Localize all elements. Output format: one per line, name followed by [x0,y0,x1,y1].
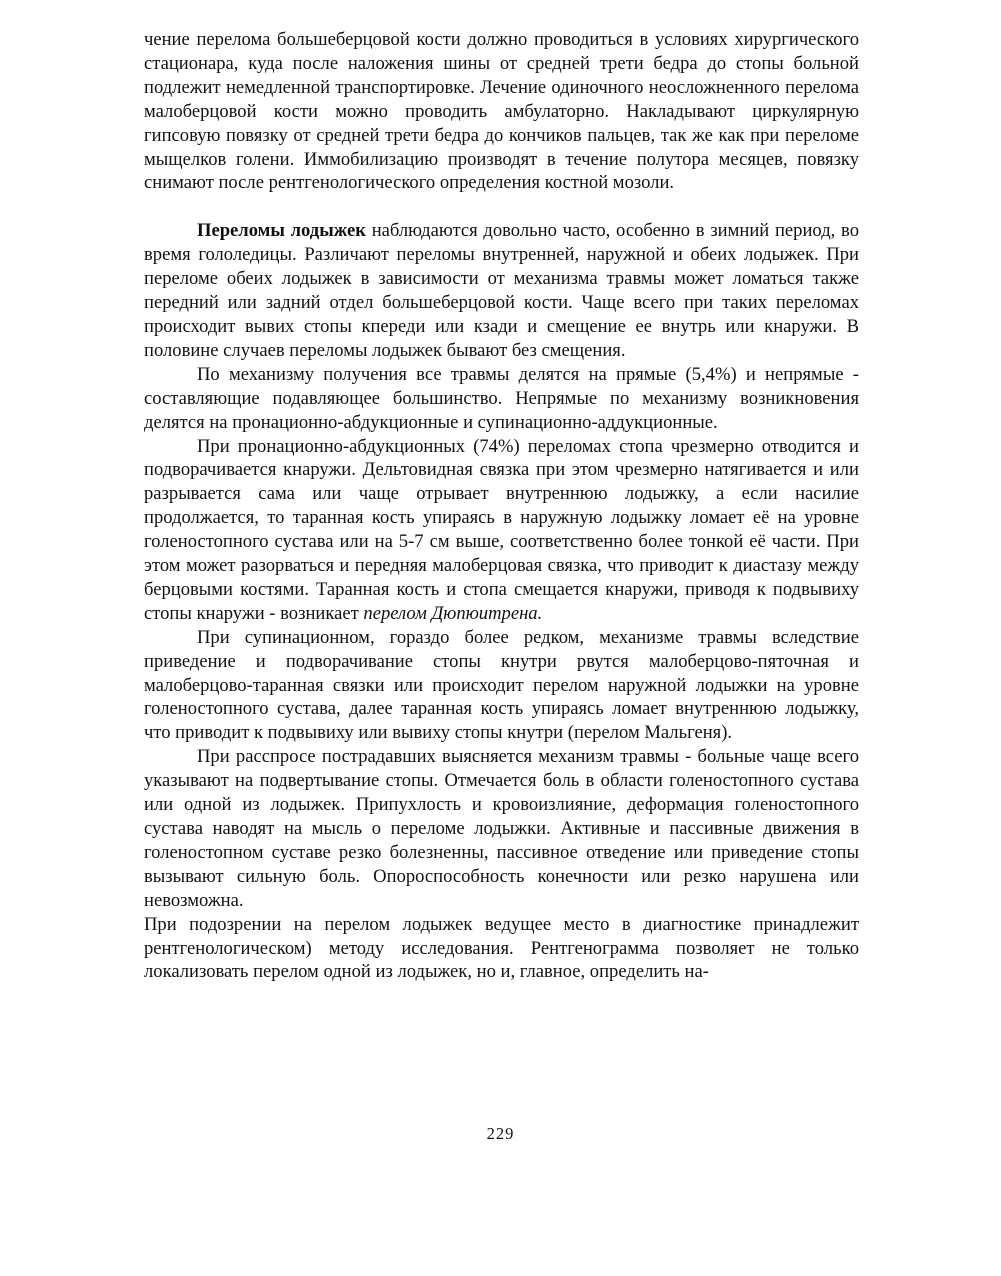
document-page [144,28,859,984]
paragraph-symptoms: При расспросе пострадавших выясняется механизм травмы - больные чаще всего указывают на подвертывание стопы. Отмечается боль в области голеностопного сустава или одной из лодыжек. Припухлость и кровоизлияние, деформация голеностопного сустава наводят на мысль о переломе лодыжки. Активные и пассивные движения в голеностопном суставе резко болезненны, пассивное отведение или приведение стопы вызывают сильную боль. Опороспособность конечности или резко нарушена или невозможна. [144,746,859,911]
term-dupuytren-fracture: перелом Дюпюитрена. [363,602,543,624]
paragraph-ankle-fractures-text: наблюдаются довольно часто, особенно в зимний период, во время гололедицы. Различают переломы внутренней, наружной и обеих лодыжек. При переломе обеих лодыжек в зависимости от механизма травмы может ломаться также передний или задний отдел большеберцовой кости. Чаще всего при таких переломах происходит вывих стопы кпереди или кзади и смещение ее внутрь или кнаружи. В половине случаев переломы лодыжек бывают без смещения. [144,220,860,361]
paragraph-pronation [144,435,859,626]
paragraph-mechanism: По механизму получения все травмы делятся на прямые (5,4%) и непрямые - составляющие подавляющее большинство. Непрямые по механизму возникновения делятся на пронационно-абдукционные и супинационно-аддукционные. [144,363,859,433]
section-heading-ankle-fractures: Переломы лодыжек [197,220,366,242]
page-number: 229 [486,1124,515,1143]
paragraph-tibia-treatment: чение перелома большеберцовой кости должно проводиться в условиях хирургического стационара, куда после наложения шины от средней трети бедра до стопы больной подлежит немедленной транспортировке. Лечение одиночного неосложненного перелома малоберцовой кости можно проводить амбулаторно. Накладывают циркулярную гипсовую повязку от средней трети бедра до кончиков пальцев, так же как при переломе мыщелков голени. Иммобилизацию производят в течение полутора месяцев, повязку снимают после рентгенологического определения костной мозоли. [144,29,859,194]
paragraph-pronation-text: При пронационно-абдукционных (74%) переломах стопа чрезмерно отводится и подворачивается кнаружи. Дельтовидная связка при этом чрезмерно натягивается и или разрывается сама или чаще отрывает внутреннюю лодыжку, а если насилие продолжается, то таранная кость упираясь в наружную лодыжку ломает её на уровне голеностопного сустава или на 5-7 см выше, соответственно более тонкой её части. При этом может разорваться и передняя малоберцовая связка, что приводит к диастазу между берцовыми костями. Таранная кость и стопа смещается кнаружи, приводя к подвывиху стопы кнаружи - возникает [144,435,859,624]
paragraph-supination: При супинационном, гораздо более редком, механизме травмы вследствие приведение и подворачивание стопы кнутри рвутся малоберцово-пяточная и малоберцово-таранная связки или происходит перелом наружной лодыжки на уровне голеностопного сустава, далее таранная кость упираясь ломает внутреннюю лодыжку, что приводит к подвывиху или вывиху стопы кнутри (перелом Мальгеня). [144,626,859,744]
paragraph-diagnostics: При подозрении на перелом лодыжек ведущее место в диагностике принадлежит рентгенологическом) методу исследования. Рентгенограмма позволяет не только локализовать перелом одной из лодыжек, но и, главное, определить на- [144,913,859,983]
paragraph-ankle-fractures [144,219,859,362]
